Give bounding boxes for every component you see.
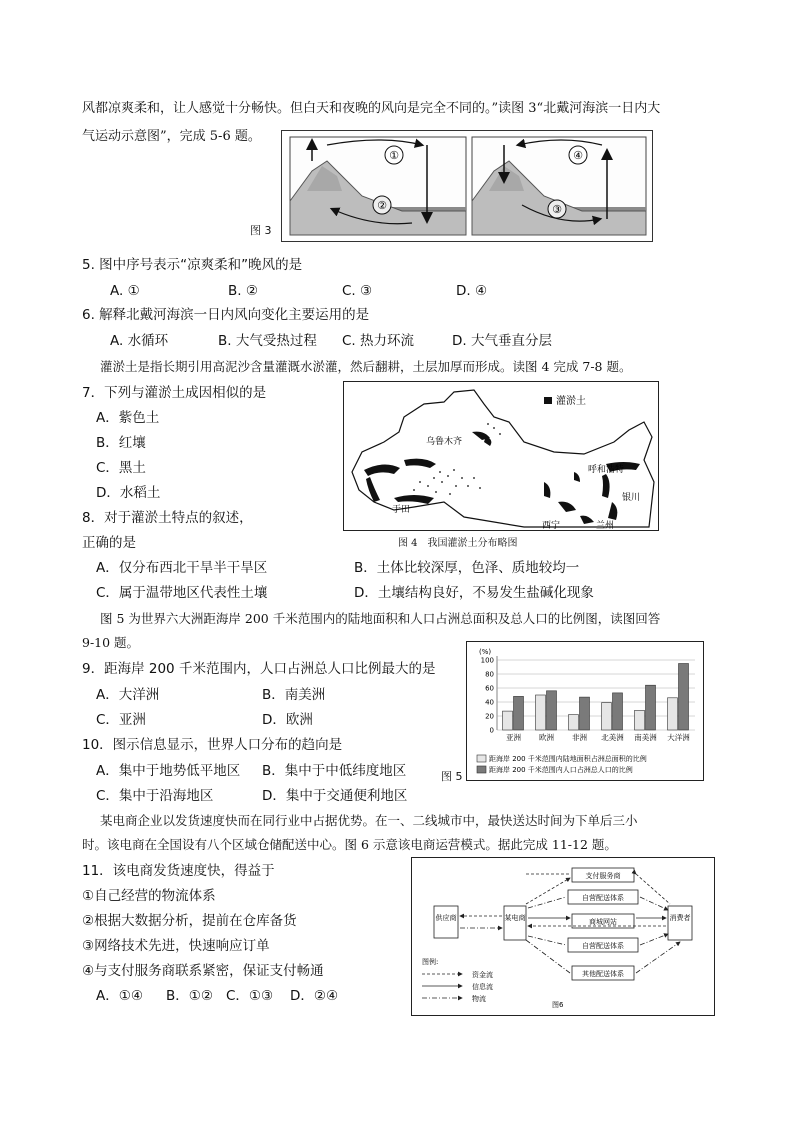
q10-option-d: D．集中于交通便利地区 [262, 788, 408, 804]
chart-ytick-label: 0 [489, 726, 494, 735]
fig3-circle-1: ① [389, 149, 399, 162]
q8-option-a: A．仅分布西北干旱半干旱区 [96, 560, 268, 576]
chart-category-label: 北美洲 [601, 733, 624, 742]
chart-bar-2-6 [679, 664, 689, 731]
chart-bar-1-1 [503, 711, 513, 730]
chart-legend-label-2: 距海岸 200 千米范围内人口占洲总人口的比例 [489, 766, 633, 774]
chart-category-label: 南美洲 [634, 733, 657, 742]
q7-option-d: D．水稻土 [96, 485, 161, 501]
q11-item-1: ①自己经营的物流体系 [82, 888, 216, 904]
q11-option-d: D．②④ [290, 988, 339, 1004]
figure-5-chart [466, 641, 704, 781]
fig3-circle-2: ② [377, 199, 387, 212]
chart-category-label: 大洋洲 [667, 733, 690, 742]
intro-line-2: 气运动示意图”，完成 5-6 题。 [82, 129, 261, 144]
chart-category-label: 欧洲 [539, 733, 554, 742]
chart-bar-2-1 [514, 696, 524, 730]
q11-item-2: ②根据大数据分析，提前在仓库备货 [82, 913, 297, 929]
fig6-legend-capital: 资金流 [472, 971, 493, 979]
q11-item-3: ③网络技术先进，快速响应订单 [82, 938, 270, 954]
chart-bar-1-5 [635, 710, 645, 730]
fig6-svg [412, 858, 714, 1015]
chart-bar-1-6 [668, 698, 678, 730]
q7-stem: 7．下列与灌淤土成因相似的是 [82, 385, 267, 401]
chart-bar-1-2 [536, 695, 546, 730]
q10-option-c: C．集中于沿海地区 [96, 788, 214, 804]
fig3-label: 图 3 [250, 224, 272, 237]
fig3-panel-night [472, 137, 646, 235]
fig6-legend-info: 信息流 [472, 983, 493, 991]
fig6-self-delivery-mid: 自营配送体系 [582, 942, 624, 950]
q5-option-b: B. ② [228, 283, 258, 299]
q8-option-b: B．土体比较深厚，色泽、质地较均一 [354, 560, 580, 576]
q8-option-d: D．土壤结构良好，不易发生盐碱化现象 [354, 585, 594, 601]
chart-ytick-label: 20 [485, 712, 494, 721]
fig6-legend-logistics: 物流 [472, 995, 486, 1003]
fig4-legend: 灌淤土 [556, 396, 586, 407]
chart-category-label: 非洲 [572, 733, 587, 742]
fig4-city-yutian: 于田 [392, 505, 411, 515]
chart-ytick-label: 100 [480, 656, 494, 665]
q11-item-4: ④与支付服务商联系紧密，保证支付畅通 [82, 963, 324, 979]
chart-bar-2-3 [580, 697, 590, 730]
chart-bar-2-2 [547, 691, 557, 730]
q5-stem: 5. 图中序号表示“凉爽柔和”晚风的是 [82, 257, 303, 273]
chart-ytick-label: 60 [485, 684, 494, 693]
chart-ylabel: (%) [479, 648, 492, 656]
q8-option-c: C．属于温带地区代表性土壤 [96, 585, 268, 601]
q11-stem: 11．该电商发货速度快，得益于 [82, 863, 275, 879]
fig4-svg [344, 382, 658, 530]
q8-stem-line-1: 8．对于灌淤土特点的叙述， [82, 510, 253, 526]
q6-option-a: A. 水循环 [110, 333, 169, 349]
q5-option-c: C. ③ [342, 283, 373, 299]
q9-stem: 9．距海岸 200 千米范围内，人口占洲总人口比例最大的是 [82, 661, 436, 677]
q8-stem-line-2: 正确的是 [82, 535, 136, 551]
fig4-city-yinchuan: 银川 [622, 493, 641, 503]
chart-bar-2-5 [646, 685, 656, 730]
chart-bar-2-4 [613, 693, 623, 730]
chart-ytick-label: 40 [485, 698, 494, 707]
chart-legend-swatch-2 [477, 766, 486, 773]
q6-option-d: D. 大气垂直分层 [452, 333, 552, 349]
fig4-city-urumqi: 乌鲁木齐 [426, 437, 463, 447]
fig4-city-xining: 西宁 [542, 521, 561, 530]
figure-6-operating-model [411, 857, 715, 1016]
q9-option-a: A．大洋洲 [96, 687, 160, 703]
fig5-label: 图 5 [441, 770, 463, 783]
q9-option-c: C．亚洲 [96, 712, 146, 728]
chart-category-label: 亚洲 [506, 733, 521, 742]
q6-option-c: C. 热力环流 [342, 333, 415, 349]
chart-ytick-label: 80 [485, 670, 494, 679]
fig4-city-hohhot: 呼和浩特 [588, 465, 625, 475]
passage-4-line-1: 某电商企业以发货速度快而在同行业中占据优势。在一、二线城市中，最快送达时间为下单后三小 [100, 813, 638, 828]
q7-option-a: A．紫色土 [96, 410, 160, 426]
fig3-panel-day [290, 137, 466, 235]
fig3-circle-4: ④ [573, 149, 583, 162]
q10-option-b: B．集中于中低纬度地区 [262, 763, 407, 779]
q7-option-c: C．黑土 [96, 460, 146, 476]
fig6-caption: 图6 [552, 1001, 564, 1009]
fig3-circle-3: ③ [552, 203, 562, 216]
fig6-mall: 商城网站 [589, 918, 617, 926]
fig6-payment: 支付服务商 [585, 872, 621, 880]
fig6-legend-title: 图例: [422, 958, 439, 966]
fig3-svg [282, 131, 652, 241]
q9-option-b: B．南美洲 [262, 687, 326, 703]
intro-line-1: 风都凉爽柔和，让人感觉十分畅快。但白天和夜晚的风向是完全不同的。”读图 3“北戴河海滨一日内大 [82, 101, 661, 116]
q5-option-a: A. ① [110, 283, 140, 299]
q6-stem: 6. 解释北戴河海滨一日内风向变化主要运用的是 [82, 307, 370, 323]
figure-3-air-circulation [281, 130, 653, 242]
q11-option-a: A．①④ [96, 988, 143, 1004]
passage-3-line-1: 图 5 为世界六大洲距海岸 200 千米范围内的陆地面积和人口占洲总面积及总人口的比例图，读图回答 [100, 611, 661, 626]
fig6-self-delivery-top: 自营配送体系 [582, 894, 624, 902]
q11-option-c: C．①③ [226, 988, 274, 1004]
q6-option-b: B. 大气受热过程 [218, 333, 317, 349]
fig6-consumer: 消费者 [669, 914, 691, 922]
passage-4-line-2: 时。该电商在全国设有八个区域仓储配送中心。图 6 示意该电商运营模式。据此完成 11-12 题。 [82, 837, 617, 852]
q5-option-d: D. ④ [456, 283, 488, 299]
q10-stem: 10．图示信息显示，世界人口分布的趋向是 [82, 737, 343, 753]
q11-option-b: B．①② [166, 988, 213, 1004]
passage-2: 灌淤土是指长期引用高泥沙含量灌溉水淤灌，然后翻耕，土层加厚而形成。读图 4 完成 7-8 题。 [100, 359, 632, 374]
fig6-ecommerce: 某电商 [504, 914, 526, 922]
passage-3-line-2: 9-10 题。 [82, 635, 140, 650]
fig6-other-delivery: 其他配送体系 [582, 970, 624, 978]
fig4-city-lanzhou: 兰州 [596, 521, 615, 530]
q9-option-d: D．欧洲 [262, 712, 313, 728]
chart-legend-label-1: 距海岸 200 千米范围内陆地面积占洲总面积的比例 [489, 755, 647, 763]
chart-bar-1-3 [569, 715, 579, 730]
q7-option-b: B．红壤 [96, 435, 146, 451]
fig4-caption: 图 4 我国灌淤土分布略图 [398, 538, 518, 549]
chart-legend-swatch-1 [477, 755, 486, 762]
q10-option-a: A．集中于地势低平地区 [96, 763, 241, 779]
fig6-supplier: 供应商 [435, 914, 457, 922]
figure-4-map [343, 381, 659, 531]
chart-bar-1-4 [602, 703, 612, 730]
fig5-svg [467, 642, 703, 780]
